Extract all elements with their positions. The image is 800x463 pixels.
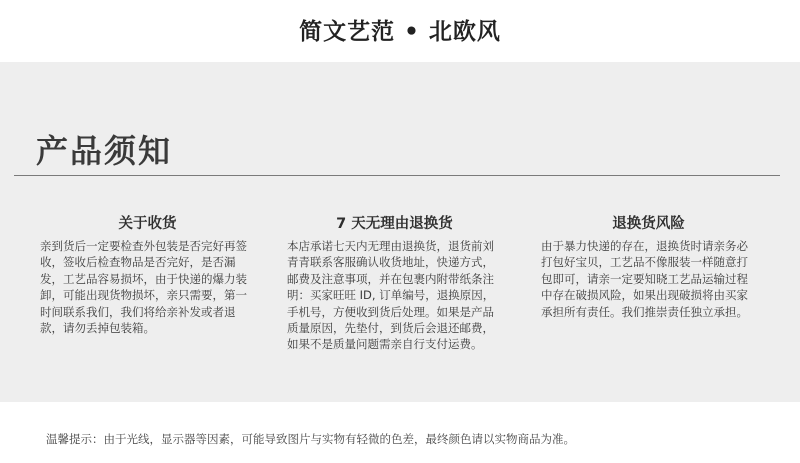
column-heading: 退换货风险 — [612, 216, 685, 232]
divider — [14, 175, 780, 176]
column-text: 本店承诺七天内无理由退换货，退货前刘青青联系客服确认收货地址，快递方式，邮费及注意事项，并在包裹内附带纸条注明：买家旺旺 ID, 订单编号，退换原因，手机号，方便收到货后处理。如果是产品质量原因，先垫付，到货后会退还邮费，如果不是质量问题需亲自行支付运费。 — [287, 239, 495, 352]
column-heading: 7 天无理由退换货 — [336, 216, 453, 232]
column-text: 由于暴力快递的存在，退换货时请亲务必打包好宝贝，工艺品不像服装一样随意打包即可，请亲一定要知晓工艺品运输过程中存在破损风险，如果出现破损将由买家承担所有责任。我们推崇责任独立承担。 — [541, 239, 748, 319]
footer-note: 温馨提示：由于光线，显示器等因素，可能导致图片与实物有轻微的色差，最终颜色请以实物商品为准。 — [46, 432, 575, 446]
column-heading: 关于收货 — [118, 216, 177, 232]
brand-title: 简文艺范 • 北欧风 — [299, 18, 501, 45]
column-receiving — [40, 212, 255, 336]
column-return-risk — [541, 212, 756, 320]
column-return-policy — [287, 212, 502, 353]
section-title: 产品须知 — [36, 132, 173, 170]
column-text: 亲到货后一定要检查外包装是否完好再签收，签收后检查物品是否完好，是否漏发，工艺品容易损坏，由于快递的爆力装卸，可能出现货物损坏，亲只需要，第一时间联系我们，我们将给亲补发或者退款，请勿丢掉包装箱。 — [40, 239, 247, 336]
notice-panel — [0, 62, 800, 402]
